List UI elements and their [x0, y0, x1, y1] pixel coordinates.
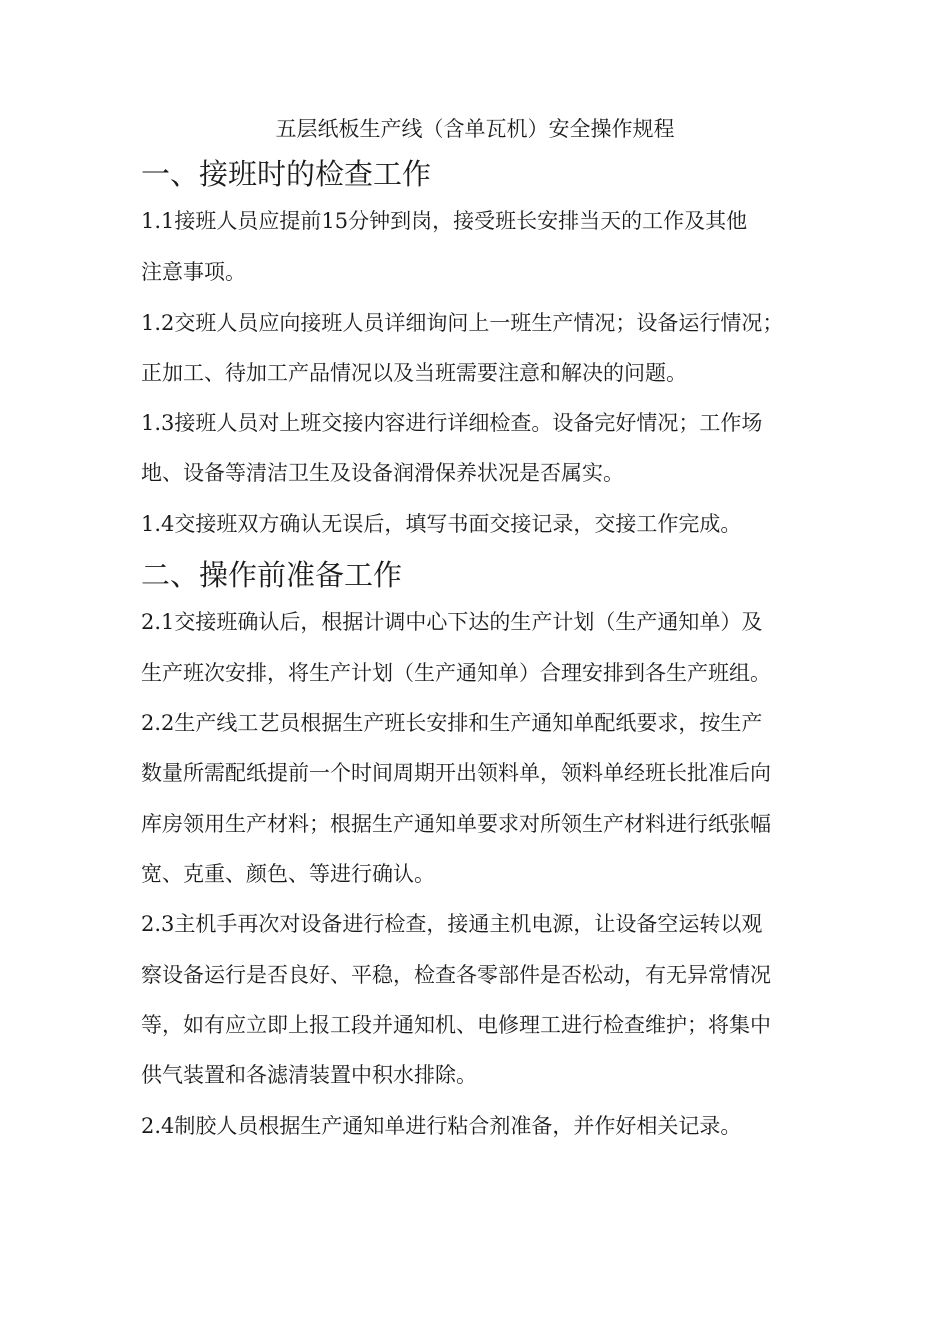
paragraph-2-2-line-3: 库房领用生产材料；根据生产通知单要求对所领生产材料进行纸张幅 [141, 812, 771, 836]
paragraph-1-2-line-1: 1.2交班人员应向接班人员详细询问上一班生产情况；设备运行情况； [141, 311, 784, 335]
paragraph-2-3-line-4: 供气装置和各滤清装置中积水排除。 [141, 1063, 477, 1087]
paragraph-2-1-line-1: 2.1交接班确认后，根据计调中心下达的生产计划（生产通知单）及 [141, 610, 763, 634]
paragraph-2-3-line-2: 察设备运行是否良好、平稳，检查各零部件是否松动，有无异常情况 [141, 963, 771, 987]
paragraph-2-1-line-2: 生产班次安排，将生产计划（生产通知单）合理安排到各生产班组。 [141, 661, 771, 685]
paragraph-1-3-line-1: 1.3接班人员对上班交接内容进行详细检查。设备完好情况；工作场 [141, 411, 763, 435]
paragraph-2-2-line-1: 2.2生产线工艺员根据生产班长安排和生产通知单配纸要求，按生产 [141, 711, 763, 735]
paragraph-1-1-line-1: 1.1接班人员应提前15分钟到岗，接受班长安排当天的工作及其他 [141, 209, 748, 233]
paragraph-2-3-line-3: 等，如有应立即上报工段并通知机、电修理工进行检查维护；将集中 [141, 1013, 771, 1037]
paragraph-1-2-line-2: 正加工、待加工产品情况以及当班需要注意和解决的问题。 [141, 361, 687, 385]
paragraph-2-2-line-4: 宽、克重、颜色、等进行确认。 [141, 862, 435, 886]
paragraph-1-3-line-2: 地、设备等清洁卫生及设备润滑保养状况是否属实。 [141, 461, 624, 485]
section-heading-1: 一、接班时的检查工作 [141, 157, 432, 191]
paragraph-2-4-line-1: 2.4制胶人员根据生产通知单进行粘合剂准备，并作好相关记录。 [141, 1114, 742, 1138]
paragraph-2-3-line-1: 2.3主机手再次对设备进行检查，接通主机电源，让设备空运转以观 [141, 912, 763, 936]
paragraph-2-2-line-2: 数量所需配纸提前一个时间周期开出领料单，领料单经班长批准后向 [141, 761, 771, 785]
document-title: 五层纸板生产线（含单瓦机）安全操作规程 [275, 117, 675, 141]
paragraph-1-4-line-1: 1.4交接班双方确认无误后，填写书面交接记录，交接工作完成。 [141, 512, 742, 536]
section-heading-2: 二、操作前准备工作 [141, 558, 403, 592]
paragraph-1-1-line-2: 注意事项。 [141, 260, 246, 284]
